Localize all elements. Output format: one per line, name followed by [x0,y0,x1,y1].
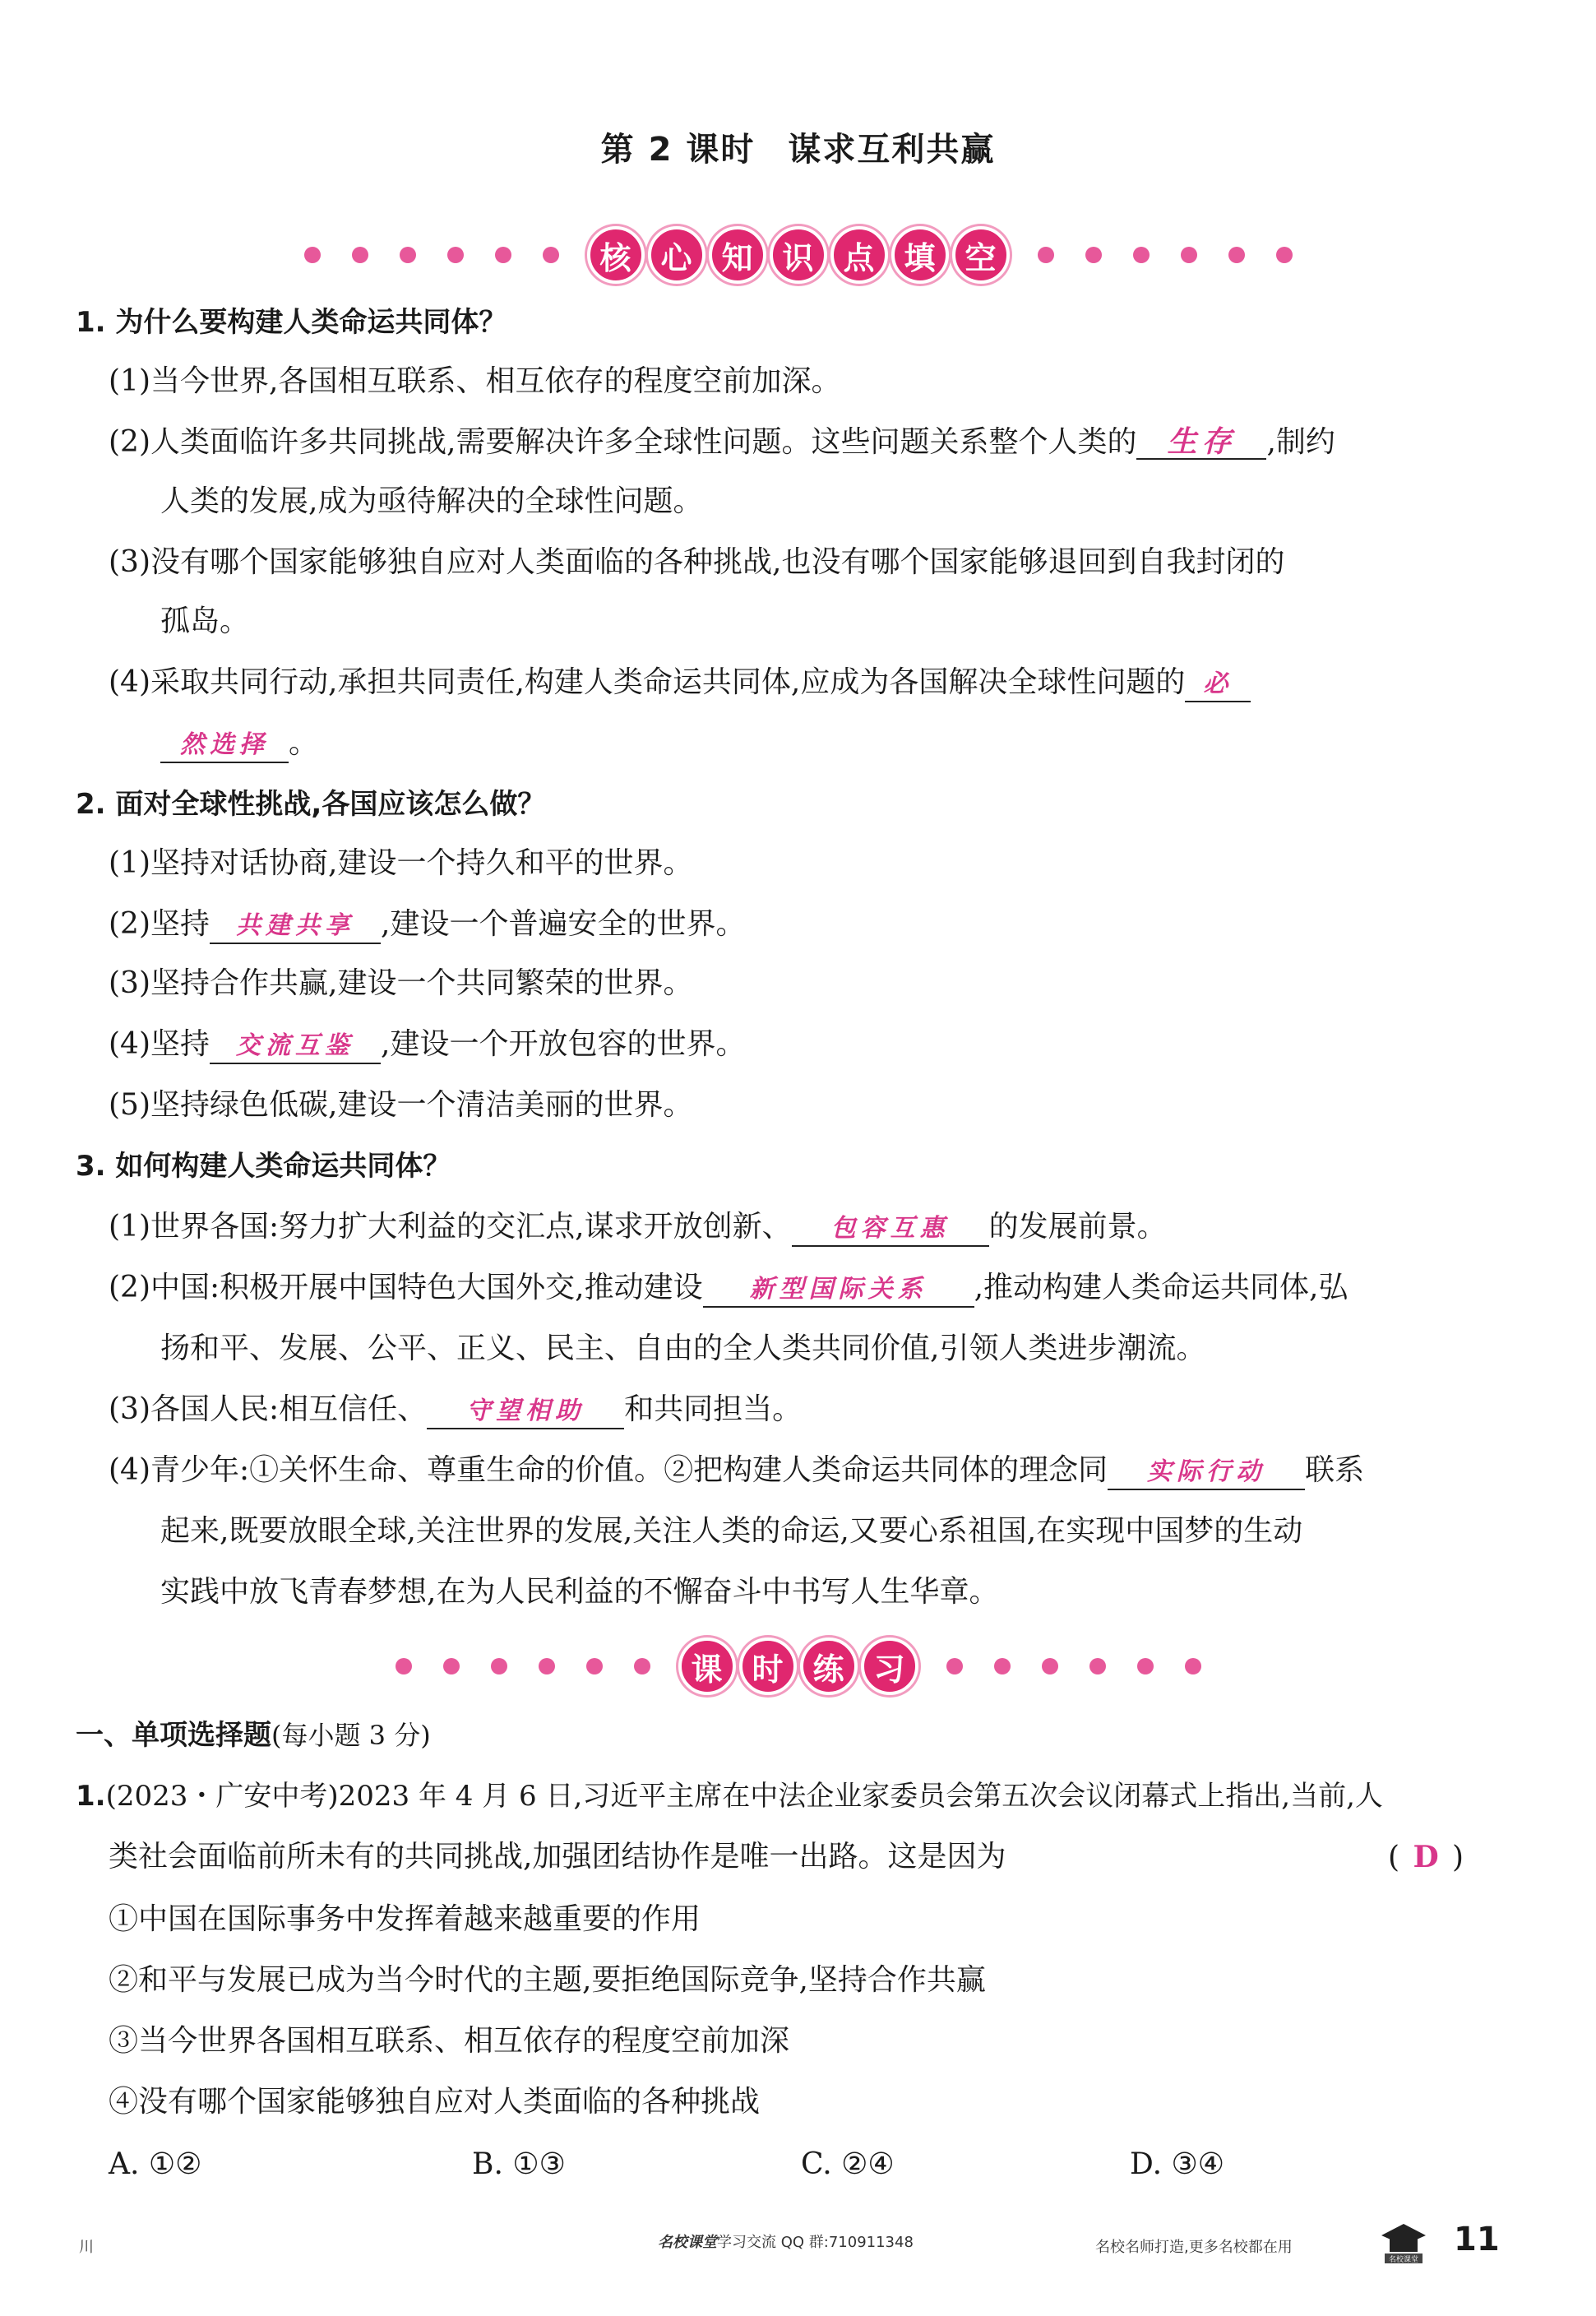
q3-point-4: (4)青少年:①关怀生命、尊重生命的价值。②把构建人类命运共同体的理念同 实际行动 联系 [109,1451,1364,1490]
q2-point-1: (1)坚持对话协商,建设一个持久和平的世界。 [109,846,693,880]
page-number: 11 [1454,2221,1500,2258]
statement-2: ②和平与发展已成为当今时代的主题,要拒绝国际竞争,坚持合作共赢 [109,1963,986,1997]
answer-blank: 包容互惠 [792,1212,989,1247]
q3-point-1: (1)世界各国:努力扩大利益的交汇点,谋求开放创新、 包容互惠 的发展前景。 [109,1207,1167,1247]
q3-point-3: (3)各国人民:相互信任、 守望相助 和共同担当。 [109,1390,802,1429]
answer-blank: 必 [1185,668,1251,702]
q1-point-4-cont: 然选择 。 [160,724,318,763]
q1-point-3: (3)没有哪个国家能够独自应对人类面临的各种挑战,也没有哪个国家能够退回到自我封闭的 [109,545,1285,579]
banner-char: 心 [648,226,705,284]
q2-point-5: (5)坚持绿色低碳,建设一个清洁美丽的世界。 [109,1088,693,1122]
statement-1: ①中国在国际事务中发挥着越来越重要的作用 [109,1902,701,1936]
option-d: D. ③④ [1130,2147,1225,2181]
q1-point-1: (1)当今世界,各国相互联系、相互依存的程度空前加深。 [109,364,841,398]
lesson-topic: 谋求互利共赢 [788,131,996,169]
question-3-heading: 3. 如何构建人类命运共同体？ [76,1150,451,1183]
banner-char: 练 [800,1637,858,1695]
page-footer [0,2221,1596,2270]
banner-char: 识 [770,226,827,284]
practice-banner [0,1633,1596,1699]
q2-point-3: (3)坚持合作共赢,建设一个共同繁荣的世界。 [109,966,693,1000]
banner-char: 时 [739,1637,797,1695]
answer-blank: 生存 [1136,425,1266,460]
banner-title [587,226,1010,284]
exercise-q1-line2: 类社会面临前所未有的共同挑战,加强团结协作是唯一出路。这是因为 [109,1840,1006,1874]
q3-point-4-cont-2: 实践中放飞青春梦想,在为人民利益的不懈奋斗中书写人生华章。 [160,1575,999,1609]
answer-blank: 交流互鉴 [210,1030,381,1064]
footer-slogan: 名校名师打造,更多名校都在用 [1095,2239,1293,2256]
q1-point-3-cont: 孤岛。 [160,604,250,638]
q1-point-2-cont: 人类的发展,成为亟待解决的全球性问题。 [160,484,703,518]
banner-char: 空 [952,226,1010,284]
lesson-title [0,123,1596,170]
banner-dots-left [304,247,559,263]
lesson-number: 第 2 课时 [600,131,756,169]
banner-title [678,1637,918,1695]
q1-point-2: (2)人类面临许多共同挑战,需要解决许多全球性问题。这些问题关系整个人类的 生存 ,制约 [109,424,1335,459]
option-b: B. ①③ [472,2147,566,2181]
banner-char: 填 [891,226,949,284]
banner-dots-right [946,1658,1201,1674]
banner-char: 知 [709,226,766,284]
banner-char: 课 [678,1637,736,1695]
option-a: A. ①② [109,2147,202,2181]
region-mark: 川 [79,2239,94,2256]
answer-blank: 守望相助 [427,1395,624,1429]
q1-point-4: (4)采取共同行动,承担共同责任,构建人类命运共同体,应成为各国解决全球性问题的 必 [109,663,1251,702]
banner-dots-left [396,1658,650,1674]
answer-blank: 实际行动 [1108,1456,1305,1490]
school-logo-icon [1378,2221,1429,2265]
q3-point-4-cont: 起来,既要放眼全球,关注世界的发展,关注人类的命运,又要心系祖国,在实现中国梦的生动 [160,1514,1303,1548]
banner-char: 核 [587,226,645,284]
q3-point-2-cont: 扬和平、发展、公平、正义、民主、自由的全人类共同价值,引领人类进步潮流。 [160,1332,1206,1365]
banner-char: 习 [861,1637,918,1695]
exercise-section-heading: 一、单项选择题(每小题 3 分) [76,1719,431,1752]
answer-letter: D [1413,1840,1439,1874]
answer-blank: 新型国际关系 [703,1273,974,1308]
statement-3: ③当今世界各国相互联系、相互依存的程度空前加深 [109,2024,790,2058]
question-1-heading: 1. 为什么要构建人类命运共同体？ [76,306,507,339]
question-2-heading: 2. 面对全球性挑战,各国应该怎么做？ [76,788,546,821]
banner-char: 点 [830,226,888,284]
q3-point-2: (2)中国:积极开展中国特色大国外交,推动建设 新型国际关系 ,推动构建人类命运共同体,弘 [109,1268,1348,1308]
exercise-q1-line1: 1.(2023・广安中考)2023 年 4 月 6 日,习近平主席在中法企业家委员会第五次会议闭幕式上指出,当前,人 [76,1780,1383,1813]
core-knowledge-banner [0,222,1596,288]
banner-dots-right [1038,247,1293,263]
statement-4: ④没有哪个国家能够独自应对人类面临的各种挑战 [109,2085,761,2119]
answer-blank: 共建共享 [210,910,381,944]
answer-bracket: ( D ) [1388,1837,1464,1878]
answer-blank: 然选择 [160,729,289,763]
option-c: C. ②④ [801,2147,895,2181]
q2-point-4: (4)坚持 交流互鉴 ,建设一个开放包容的世界。 [109,1025,745,1064]
q2-point-2: (2)坚持 共建共享 ,建设一个普遍安全的世界。 [109,905,745,944]
svg-text:名校课堂: 名校课堂 [1388,2256,1419,2264]
qq-group-info: 名校课堂学习交流 QQ 群:710911348 [658,2234,914,2251]
